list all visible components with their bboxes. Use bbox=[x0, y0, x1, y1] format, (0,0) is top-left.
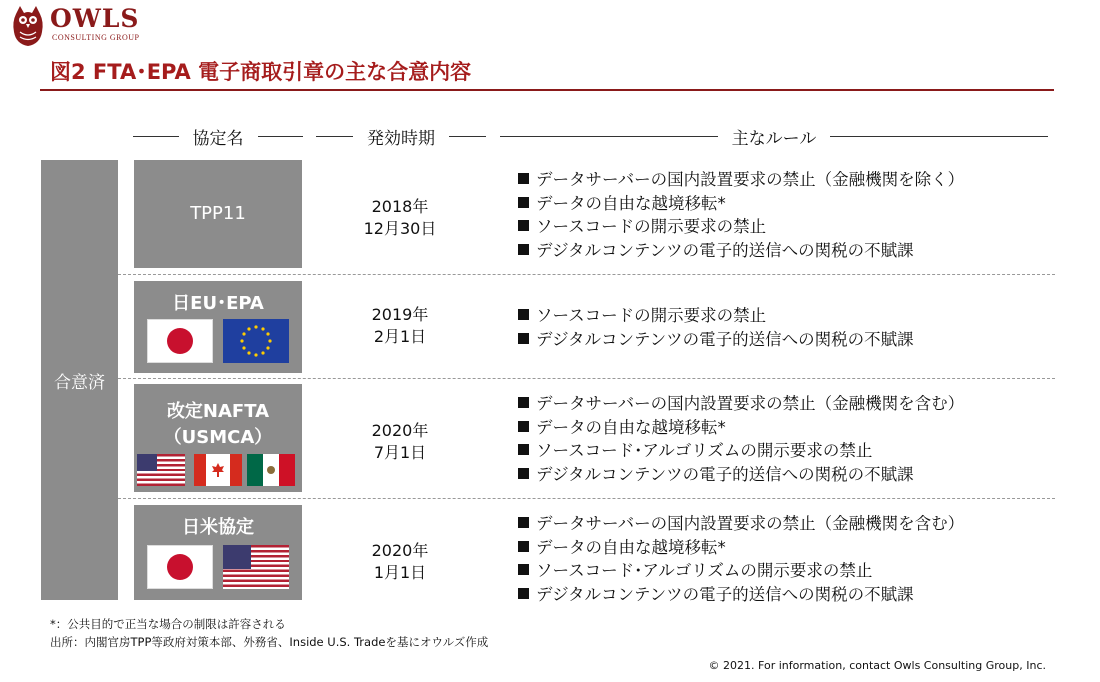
rule-item: ソースコード･アルゴリズムの開示要求の禁止 bbox=[518, 439, 964, 463]
date-year: 2019年 bbox=[371, 305, 429, 324]
japan-flag-icon bbox=[147, 545, 213, 589]
footnote: *：公共目的で正当な場合の制限は許容される bbox=[50, 617, 286, 631]
header-effective-label: 発効時期 bbox=[367, 128, 435, 149]
agreement-box-usmca bbox=[134, 384, 302, 492]
rules-usmca bbox=[518, 392, 964, 486]
rule-item: データの自由な越境移転* bbox=[518, 416, 964, 440]
owl-logo-icon bbox=[8, 4, 48, 48]
mexico-flag-icon bbox=[247, 454, 295, 486]
rule-item: データの自由な越境移転* bbox=[518, 192, 964, 216]
agreement-name: TPP11 bbox=[190, 203, 246, 224]
title-divider bbox=[40, 89, 1054, 91]
us-flag-icon bbox=[137, 454, 185, 486]
rule-item: データの自由な越境移転* bbox=[518, 536, 964, 560]
date-year: 2018年 bbox=[371, 197, 429, 216]
header-agreement bbox=[133, 124, 303, 148]
date-day: 7月1日 bbox=[373, 443, 427, 462]
rule-item: データサーバーの国内設置要求の禁止（金融機関を含む） bbox=[518, 392, 964, 416]
rule-item: デジタルコンテンツの電子的送信への関税の不賦課 bbox=[518, 328, 914, 352]
source-note: 出所：内閣官房TPP等政府対策本部、外務省、Inside U.S. Tradeを基にオウルズ作成 bbox=[50, 635, 489, 649]
rule-item: ソースコードの開示要求の禁止 bbox=[518, 304, 914, 328]
rule-item: ソースコード･アルゴリズムの開示要求の禁止 bbox=[518, 559, 964, 583]
rule-item: デジタルコンテンツの電子的送信への関税の不賦課 bbox=[518, 463, 964, 487]
row-divider bbox=[118, 378, 1055, 379]
rule-item: デジタルコンテンツの電子的送信への関税の不賦課 bbox=[518, 583, 964, 607]
page-title: 図2 FTA･EPA 電子商取引章の主な合意内容 bbox=[50, 60, 472, 84]
date-year: 2020年 bbox=[371, 421, 429, 440]
header-effective bbox=[316, 124, 486, 148]
date-day: 2月1日 bbox=[373, 327, 427, 346]
logo-subtitle: CONSULTING GROUP bbox=[52, 33, 140, 42]
header-rules-label: 主なルール bbox=[731, 128, 817, 149]
date-day: 1月1日 bbox=[373, 563, 427, 582]
date-japan-eu bbox=[340, 304, 460, 348]
agreement-name: 改定NAFTA bbox=[166, 401, 270, 422]
date-tpp11 bbox=[340, 196, 460, 240]
status-agreed: 合意済 bbox=[41, 160, 118, 600]
canada-flag-icon bbox=[194, 454, 242, 486]
japan-flag-icon bbox=[147, 319, 213, 363]
date-japan-us bbox=[340, 540, 460, 584]
date-usmca bbox=[340, 420, 460, 464]
rules-tpp11 bbox=[518, 168, 964, 262]
rule-item: データサーバーの国内設置要求の禁止（金融機関を除く） bbox=[518, 168, 964, 192]
logo-name: OWLS bbox=[50, 4, 140, 33]
us-flag-icon bbox=[223, 545, 289, 589]
rule-item: データサーバーの国内設置要求の禁止（金融機関を含む） bbox=[518, 512, 964, 536]
header-agreement-label: 協定名 bbox=[192, 128, 244, 149]
date-day: 12月30日 bbox=[363, 219, 437, 238]
rules-japan-us bbox=[518, 512, 964, 606]
copyright: © 2021. For information, contact Owls Consulting Group, Inc. bbox=[708, 659, 1046, 672]
eu-flag-icon bbox=[223, 319, 289, 363]
agreement-name: 日EU･EPA bbox=[172, 293, 264, 314]
row-divider bbox=[118, 498, 1055, 499]
agreement-box-japan-us bbox=[134, 505, 302, 600]
row-divider bbox=[118, 274, 1055, 275]
agreement-box-tpp11 bbox=[134, 160, 302, 268]
rule-item: デジタルコンテンツの電子的送信への関税の不賦課 bbox=[518, 239, 964, 263]
agreement-box-japan-eu bbox=[134, 281, 302, 373]
header-rules bbox=[500, 124, 1048, 148]
date-year: 2020年 bbox=[371, 541, 429, 560]
rules-japan-eu bbox=[518, 304, 914, 351]
agreement-name: 日米協定 bbox=[182, 517, 254, 538]
agreement-name-sub: （USMCA） bbox=[163, 427, 273, 448]
rule-item: ソースコードの開示要求の禁止 bbox=[518, 215, 964, 239]
